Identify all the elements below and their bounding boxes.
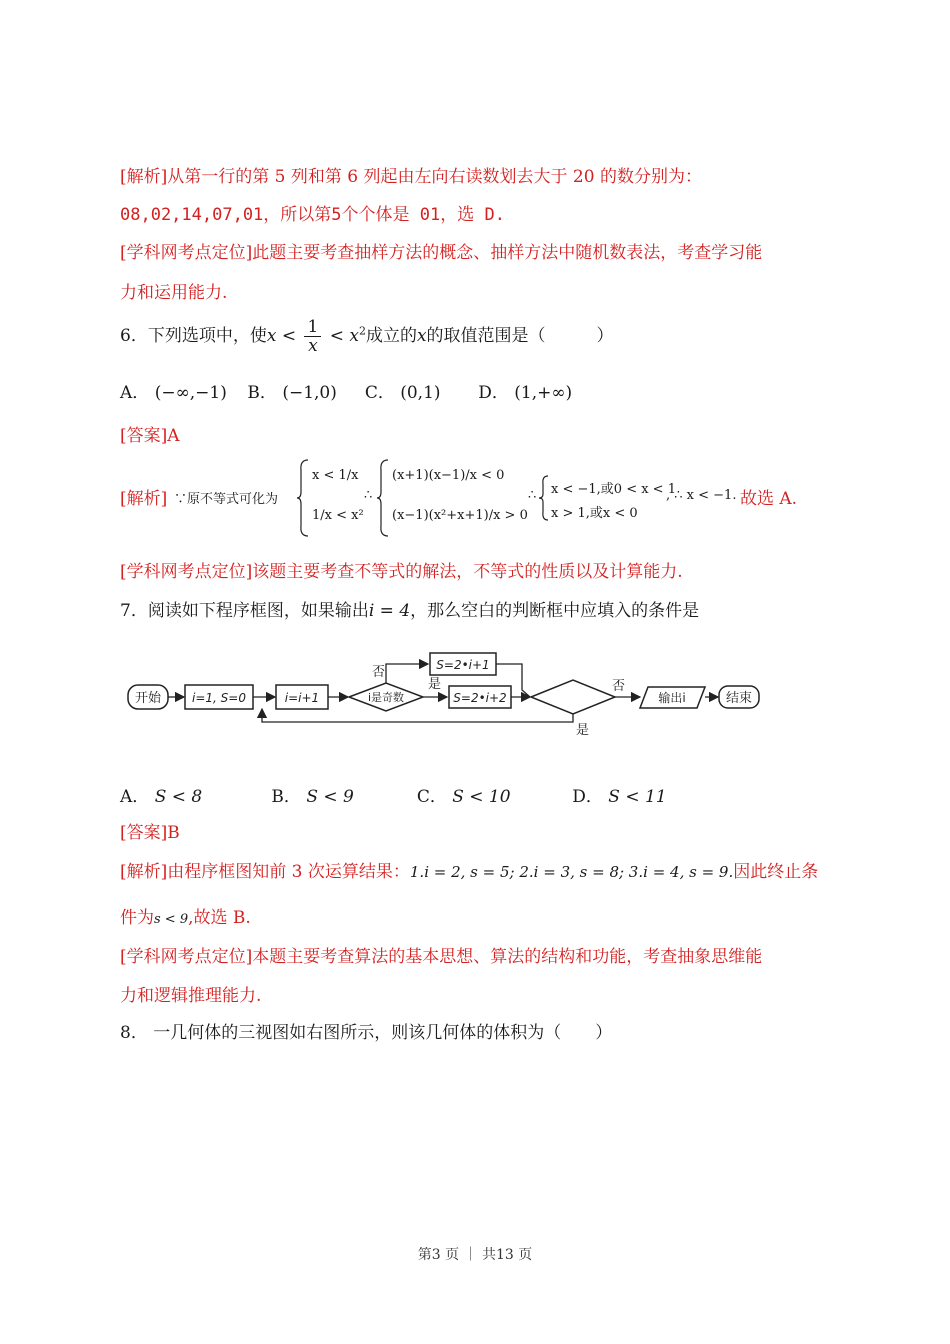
q6-stem-tail: 的取值范围是（ ） <box>426 326 614 346</box>
flow-cond-blank <box>531 680 615 714</box>
brace-icon <box>296 458 310 538</box>
flow-yes-label-2: 是 <box>576 723 590 738</box>
q7-analysis-line2-pre: 件为 <box>120 908 154 928</box>
q7-analysis-text: [解析]由程序框图知前 3 次运算结果： <box>120 862 410 882</box>
q6-sys2-row1: (x+1)(x−1)/x < 0 <box>392 468 505 483</box>
flow-start-label: 开始 <box>134 691 162 706</box>
q7-analysis-line2-post: ,故选 B. <box>188 908 251 928</box>
q6-option-d[interactable]: D． (1,+∞) <box>478 383 573 403</box>
q6-analysis-text: ∵原不等式可化为 <box>174 492 279 507</box>
q6-sup: 2 <box>358 324 366 338</box>
q7-option-a[interactable]: A． S < 8 <box>120 787 203 807</box>
flow-yes-label-1: 是 <box>428 677 442 692</box>
q6-option-a[interactable]: A． (−∞,−1) <box>120 383 227 403</box>
q7-analysis-tail: 因此终止条 <box>733 862 819 882</box>
flow-branch-yes-label: S=2•i+2 <box>453 691 507 705</box>
q5-locate: [学科网考点定位]此题主要考查抽样方法的概念、抽样方法中随机数表法，考查学习能 <box>120 243 763 263</box>
q6-var: x <box>416 326 427 346</box>
brace-icon <box>376 458 390 538</box>
q7-analysis <box>120 857 818 882</box>
q6-locate: [学科网考点定位]该题主要考查不等式的解法，不等式的性质以及计算能力. <box>120 562 683 582</box>
q6-answer: [答案]A <box>120 426 180 446</box>
q6-stem-pre: 6．下列选项中，使 <box>120 326 267 346</box>
brace-icon <box>538 474 550 522</box>
q5-analysis: [解析]从第一行的第 5 列和第 6 列起由左向右读数划去大于 20 的数分别为： <box>120 167 702 187</box>
flow-branch-no-label: S=2•i+1 <box>436 658 490 672</box>
flow-no-label-1: 否 <box>372 665 386 680</box>
q8-stem: 8． 一几何体的三视图如右图所示，则该几何体的体积为（ ） <box>120 1023 613 1043</box>
q7-analysis-line2-math: s < 9 <box>154 912 189 927</box>
q6-stem-post: 成立的 <box>365 326 417 346</box>
q7-stem <box>120 596 699 621</box>
q6-therefore-2: ∴ <box>528 488 537 503</box>
q7-analysis-line2 <box>120 903 251 928</box>
q6-lt: < <box>276 326 302 346</box>
q6-frac-num: 1 <box>304 318 321 337</box>
q6-stem <box>120 318 614 355</box>
q6-options <box>120 378 572 403</box>
q7-locate-line2: 力和逻辑推理能力. <box>120 986 262 1006</box>
flow-no-label-2: 否 <box>612 679 626 694</box>
q5-locate-line2: 力和运用能力. <box>120 283 228 303</box>
q6-fraction <box>304 318 321 355</box>
q6-lt2: < x <box>324 326 359 346</box>
q6-frac-den: x <box>308 336 318 356</box>
q7-options <box>120 782 667 807</box>
q6-result: , ∴ x < −1. <box>666 488 737 503</box>
q7-option-c[interactable]: C． S < 10 <box>416 787 511 807</box>
q7-answer: [答案]B <box>120 823 180 843</box>
page-footer: 第3 页 ｜ 共13 页 <box>417 1247 533 1263</box>
q6-option-c[interactable]: C． (0,1) <box>364 383 441 403</box>
q7-stem-text: 7．阅读如下程序框图，如果输出 <box>120 601 369 621</box>
q6-analysis-label: [解析] <box>120 489 168 509</box>
q7-analysis-math: 1.i = 2, s = 5; 2.i = 3, s = 8; 3.i = 4, s = 9. <box>409 863 734 881</box>
q7-locate: [学科网考点定位]本题主要考查算法的基本思想、算法的结构和功能，考查抽象思维能 <box>120 947 763 967</box>
q6-sys3-row2: x > 1,或x < 0 <box>551 506 638 521</box>
q6-sys1-row1: x < 1/x <box>312 468 359 483</box>
q7-option-d[interactable]: D． S < 11 <box>572 787 667 807</box>
q6-sys3-row1: x < −1,或0 < x < 1 <box>551 482 676 497</box>
q7-flowchart <box>120 650 770 742</box>
q7-option-b[interactable]: B． S < 9 <box>271 787 354 807</box>
flow-increment-label: i=i+1 <box>284 691 320 705</box>
q7-stem-math: i = 4 <box>368 601 411 621</box>
q6-therefore: ∴ <box>364 488 373 503</box>
q6-conclusion: 故选 A. <box>740 489 798 509</box>
flow-end-label: 结束 <box>725 691 753 706</box>
flow-output-label: 输出i <box>658 691 686 705</box>
flow-cond-odd-label: i是奇数 <box>367 691 405 704</box>
q6-option-b[interactable]: B． (−1,0) <box>247 383 337 403</box>
q7-stem-tail: ，那么空白的判断框中应填入的条件是 <box>410 601 700 621</box>
q6-sys1-row2: 1/x < x² <box>312 508 364 523</box>
q5-analysis-line2: 08,02,14,07,01，所以第5个个体是 01，选 D. <box>120 205 505 225</box>
flow-init-label: i=1, S=0 <box>192 691 246 705</box>
q6-var-x: x <box>266 326 277 346</box>
q6-sys2-row2: (x−1)(x²+x+1)/x > 0 <box>392 508 528 523</box>
